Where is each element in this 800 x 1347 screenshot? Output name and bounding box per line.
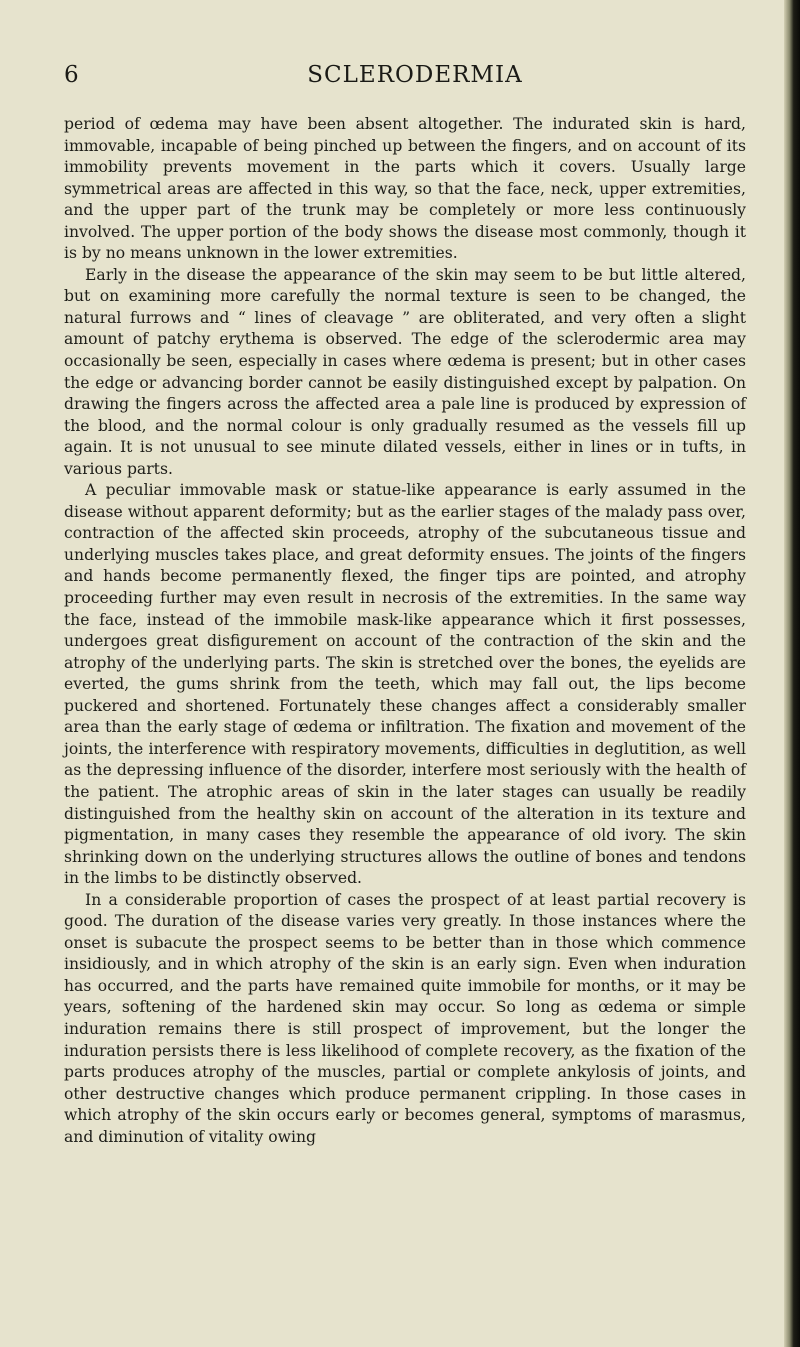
body-text <box>64 114 746 1148</box>
paragraph: Early in the disease the appearance of the skin may seem to be but little altered, but on examining more carefully the normal texture is seen to be changed, the natural furrows and “ lines of cleavage ” are obliterated, and very often a slight amount of patchy erythema is observed. The edge of the sclerodermic area may occasionally be seen, especially in cases where œdema is present; but in other cases the edge or advancing border cannot be easily distinguished except by palpation. On drawing the fingers across the affected area a pale line is produced by expression of the blood, and the normal colour is only gradually resumed as the vessels fill up again. It is not unusual to see minute dilated vessels, either in lines or in tufts, in various parts. <box>64 265 746 478</box>
page-number: 6 <box>64 62 79 88</box>
paragraph: A peculiar immovable mask or statue-like appearance is early assumed in the disease without apparent deformity; but as the earlier stages of the malady pass over, contraction of the affected skin proceeds, atrophy of the subcutaneous tissue and underlying muscles takes place, and great deformity ensues. The joints of the fingers and hands become permanently flexed, the finger tips are pointed, and atrophy proceeding further may even result in necrosis of the extremities. In the same way the face, instead of the immobile mask-like appearance which it first possesses, undergoes great disfigurement on account of the contraction of the skin and the atrophy of the underlying parts. The skin is stretched over the bones, the eyelids are everted, the gums shrink from the teeth, which may fall out, the lips become puckered and shortened. Fortunately these changes affect a considerably smaller area than the early stage of œdema or infiltration. The fixation and movement of the joints, the interference with respiratory movements, difficulties in deglutition, as well as the depressing influence of the disorder, interfere most seriously with the health of the patient. The atrophic areas of skin in the later stages can usually be readily distinguished from the healthy skin on account of the alteration in its texture and pigmentation, in many cases they resemble the appearance of old ivory. The skin shrinking down on the underlying structures allows the outline of bones and tendons in the limbs to be distinctly observed. <box>64 481 746 888</box>
paragraph: period of œdema may have been absent altogether. The indurated skin is hard, immovable, incapable of being pinched up between the fingers, and on account of its immobility prevents movement in the parts which it covers. Usually large symmetrical areas are affected in this way, so that the face, neck, upper extremities, and the upper part of the trunk may be completely or more less continuously involved. The upper portion of the body shows the disease most commonly, though it is by no means unknown in the lower extremities. <box>64 115 746 263</box>
book-spine-edge <box>784 0 800 1347</box>
running-head: SCLERODERMIA <box>307 62 523 88</box>
paragraph: In a considerable proportion of cases the prospect of at least partial recovery is good. The duration of the disease varies very greatly. In those instances where the onset is subacute the prospect seems to be better than in those which commence insidiously, and in which atrophy of the skin is an early sign. Even when induration has occurred, and the parts have remained quite immobile for months, or it may be years, softening of the hardened skin may occur. So long as œdema or simple induration remains there is still prospect of improvement, but the longer the induration persists there is less likelihood of complete recovery, as the fixation of the parts produces atrophy of the muscles, partial or complete ankylosis of joints, and other destructive changes which produce permanent crippling. In those cases in which atrophy of the skin occurs early or becomes general, symptoms of marasmus, and diminution of vitality owing <box>64 890 746 1146</box>
page-header <box>60 62 750 92</box>
